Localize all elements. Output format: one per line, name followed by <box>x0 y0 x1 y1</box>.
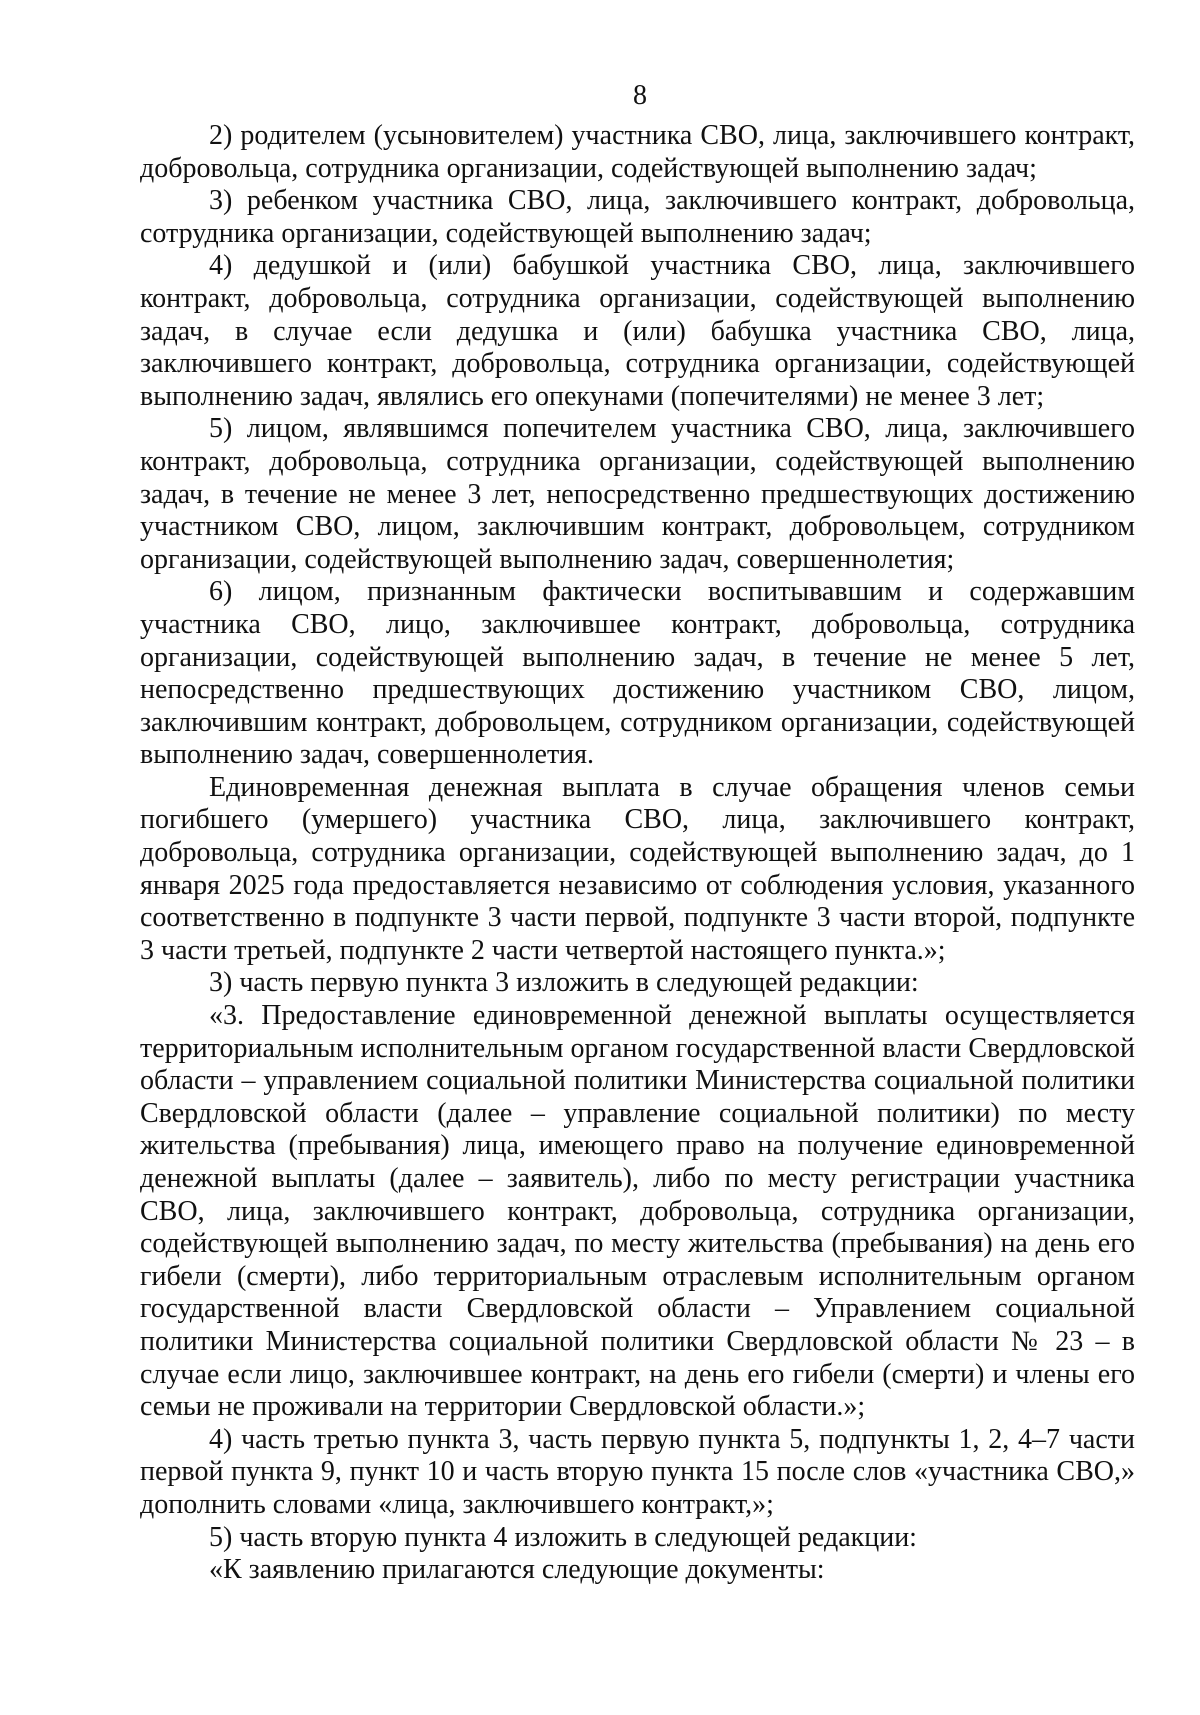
page-number: 8 <box>633 80 647 111</box>
document-body <box>140 120 1135 1587</box>
paragraph-lump-sum-note: Единовременная денежная выплата в случае обращения членов семьи погибшего (умершего) участника СВО, лица, заключившего контракт, добровольца, сотрудника организации, содействующей выполнению задач, до 1 января 2025 года предоставляется независимо от соблюдения условия, указанного соответственно в подпункте 3 части первой, подпункте 3 части второй, подпункте 3 части третьей, подпункте 2 части четвертой настоящего пункта.»; <box>140 771 1135 966</box>
paragraph-amendment-4: 4) часть третью пункта 3, часть первую пункта 5, подпункты 1, 2, 4–7 части первой пункта 9, пункт 10 и часть вторую пункта 15 после слов «участника СВО,» дополнить словами «лица, заключившего контракт,»; <box>140 1423 1135 1520</box>
paragraph-item-4: 4) дедушкой и (или) бабушкой участника СВО, лица, заключившего контракт, добровольца, сотрудника организации, содействующей выполнению задач, в случае если дедушка и (или) бабушка участника СВО, лица, заключившего контракт, добровольца, сотрудника организации, содействующей выполнению задач, являлись его опекунами (попечителями) не менее 3 лет; <box>140 250 1135 412</box>
paragraph-documents-list-intro: «К заявлению прилагаются следующие документы: <box>209 1554 825 1586</box>
paragraph-amendment-5: 5) часть вторую пункта 4 изложить в следующей редакции: <box>209 1521 917 1553</box>
paragraph-clause-3-text: «3. Предоставление единовременной денежной выплаты осуществляется территориальным исполнительным органом государственной власти Свердловской области – управлением социальной политики Министерства социальной политики Свердловской области (далее – управление социальной политики) по месту жительства (пребывания) лица, имеющего право на получение единовременной денежной выплаты (далее – заявитель), либо по месту регистрации участника СВО, лица, заключившего контракт, добровольца, сотрудника организации, содействующей выполнению задач, по месту жительства (пребывания) на день его гибели (смерти), либо территориальным отраслевым исполнительным органом государственной власти Свердловской области – Управлением социальной политики Министерства социальной политики Свердловской области № 23 – в случае если лицо, заключившее контракт, на день его гибели (смерти) и члены его семьи не проживали на территории Свердловской области.»; <box>140 1000 1135 1423</box>
paragraph-item-2: 2) родителем (усыновителем) участника СВО, лица, заключившего контракт, добровольца, сотрудника организации, содействующей выполнению задач; <box>140 120 1135 184</box>
paragraph-item-5: 5) лицом, являвшимся попечителем участника СВО, лица, заключившего контракт, добровольца, сотрудника организации, содействующей выполнению задач, в течение не менее 3 лет, непосредственно предшествующих достижению участником СВО, лицом, заключившим контракт, добровольцем, сотрудником организации, содействующей выполнению задач, совершеннолетия; <box>140 413 1135 575</box>
paragraph-amendment-3: 3) часть первую пункта 3 изложить в следующей редакции: <box>209 967 919 999</box>
paragraph-item-3: 3) ребенком участника СВО, лица, заключившего контракт, добровольца, сотрудника организации, содействующей выполнению задач; <box>140 185 1135 249</box>
paragraph-item-6: 6) лицом, признанным фактически воспитывавшим и содержавшим участника СВО, лицо, заключившее контракт, добровольца, сотрудника организации, содействующей выполнению задач, в течение не менее 5 лет, непосредственно предшествующих достижению участником СВО, лицом, заключившим контракт, добровольцем, сотрудником организации, содействующей выполнению задач, совершеннолетия. <box>140 576 1135 771</box>
